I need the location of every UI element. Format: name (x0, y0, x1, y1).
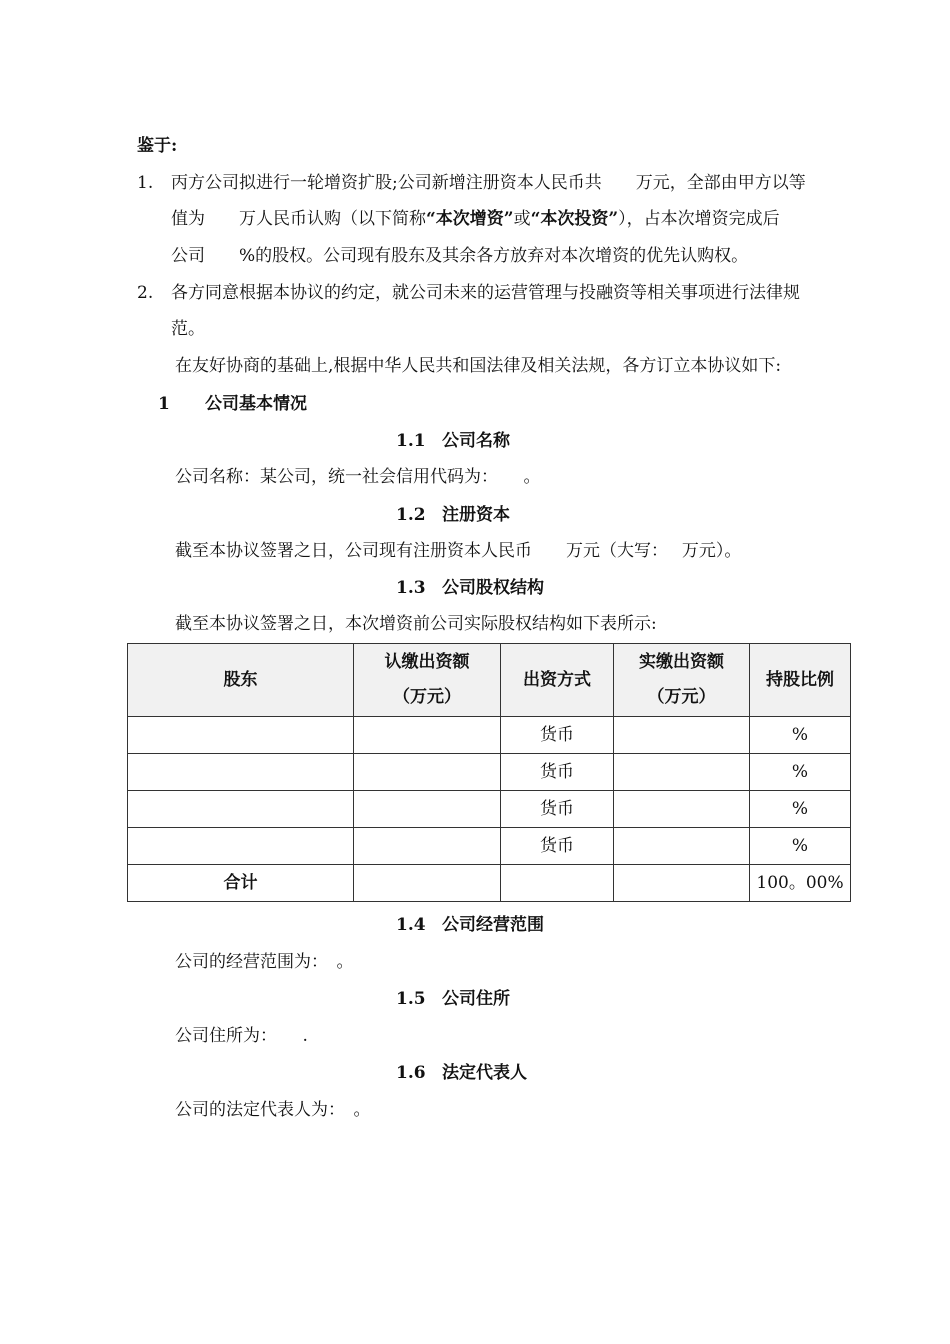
table-header-row (128, 644, 851, 717)
legal-representative-text: 公司的法定代表人为： 。 (175, 1100, 371, 1120)
cell-subscribed (354, 717, 501, 754)
cell-paid-in (614, 828, 750, 865)
defined-term-capital-increase: “本次增资” (426, 209, 514, 229)
whereas-heading: 鉴于: (137, 136, 178, 156)
list-number-1: 1. (137, 173, 154, 193)
section-1-4-number: 1.4 (396, 915, 426, 935)
cell-subscribed (354, 791, 501, 828)
section-1-6-number: 1.6 (396, 1063, 426, 1083)
table-row (128, 791, 851, 828)
list-number-2: 2. (137, 283, 154, 303)
item1-or: 或 (513, 209, 531, 229)
cell-subscribed (354, 828, 501, 865)
section-1-5-title: 公司住所 (442, 989, 510, 1009)
company-address-text: 公司住所为： . (175, 1026, 308, 1046)
table-row (128, 717, 851, 754)
section-1-title: 公司基本情况 (205, 394, 307, 414)
defined-term-investment: “本次投资” (530, 209, 619, 229)
table-row (128, 754, 851, 791)
section-1-4-title: 公司经营范围 (442, 915, 544, 935)
cell-paid-in (614, 791, 750, 828)
section-1-2-number: 1.2 (396, 505, 426, 525)
cell-method: 货币 (501, 717, 614, 754)
cell-method: 货币 (501, 754, 614, 791)
cell-total-method (501, 865, 614, 902)
cell-total-paid-in (614, 865, 750, 902)
section-1-5-number: 1.5 (396, 989, 426, 1009)
cell-method: 货币 (501, 791, 614, 828)
cell-paid-in (614, 754, 750, 791)
header-shareholding-ratio: 持股比例 (750, 644, 851, 717)
cell-method: 货币 (501, 828, 614, 865)
cell-ratio: % (750, 754, 851, 791)
section-1-number: 1 (158, 394, 170, 414)
item1-line2 (171, 208, 780, 230)
cell-shareholder (128, 717, 354, 754)
section-1-1-title: 公司名称 (442, 431, 510, 451)
item1-line1: 丙方公司拟进行一轮增资扩股;公司新增注册资本人民币共 万元，全部由甲方以等 (171, 173, 806, 193)
header-contribution-method: 出资方式 (501, 644, 614, 717)
item2-line2: 范。 (171, 319, 205, 339)
company-name-text: 公司名称：某公司，统一社会信用代码为： 。 (175, 467, 541, 487)
equity-structure-text: 截至本协议签署之日，本次增资前公司实际股权结构如下表所示: (175, 614, 657, 634)
item1-line2-end: ），占本次增资完成后 (618, 209, 780, 229)
section-1-1-number: 1.1 (396, 431, 426, 451)
table-total-row (128, 865, 851, 902)
cell-ratio: % (750, 828, 851, 865)
section-1-6-title: 法定代表人 (442, 1063, 527, 1083)
item1-line3: 公司 %的股权。公司现有股东及其余各方放弃对本次增资的优先认购权。 (171, 246, 749, 266)
section-1-2-title: 注册资本 (442, 505, 510, 525)
cell-shareholder (128, 828, 354, 865)
item1-line2-start: 值为 万人民币认购（以下简称 (171, 209, 426, 229)
cell-shareholder (128, 791, 354, 828)
cell-total-ratio: 100。00% (750, 865, 851, 902)
equity-structure-table (127, 643, 851, 902)
cell-paid-in (614, 717, 750, 754)
section-1-3-number: 1.3 (396, 578, 426, 598)
section-1-3-title: 公司股权结构 (442, 578, 544, 598)
cell-ratio: % (750, 791, 851, 828)
header-shareholder: 股东 (128, 644, 354, 717)
table-row (128, 828, 851, 865)
cell-subscribed (354, 754, 501, 791)
cell-total-label: 合计 (128, 865, 354, 902)
item2-line1: 各方同意根据本协议的约定，就公司未来的运营管理与投融资等相关事项进行法律规 (171, 283, 800, 303)
header-subscribed-capital: 认缴出资额 （万元） (354, 644, 501, 717)
header-paid-in-capital: 实缴出资额 （万元） (614, 644, 750, 717)
cell-ratio: % (750, 717, 851, 754)
cell-total-subscribed (354, 865, 501, 902)
business-scope-text: 公司的经营范围为： 。 (175, 952, 354, 972)
registered-capital-text: 截至本协议签署之日，公司现有注册资本人民币 万元（大写： 万元）。 (175, 541, 742, 561)
cell-shareholder (128, 754, 354, 791)
intro-paragraph: 在友好协商的基础上,根据中华人民共和国法律及相关法规，各方订立本协议如下: (175, 356, 782, 376)
